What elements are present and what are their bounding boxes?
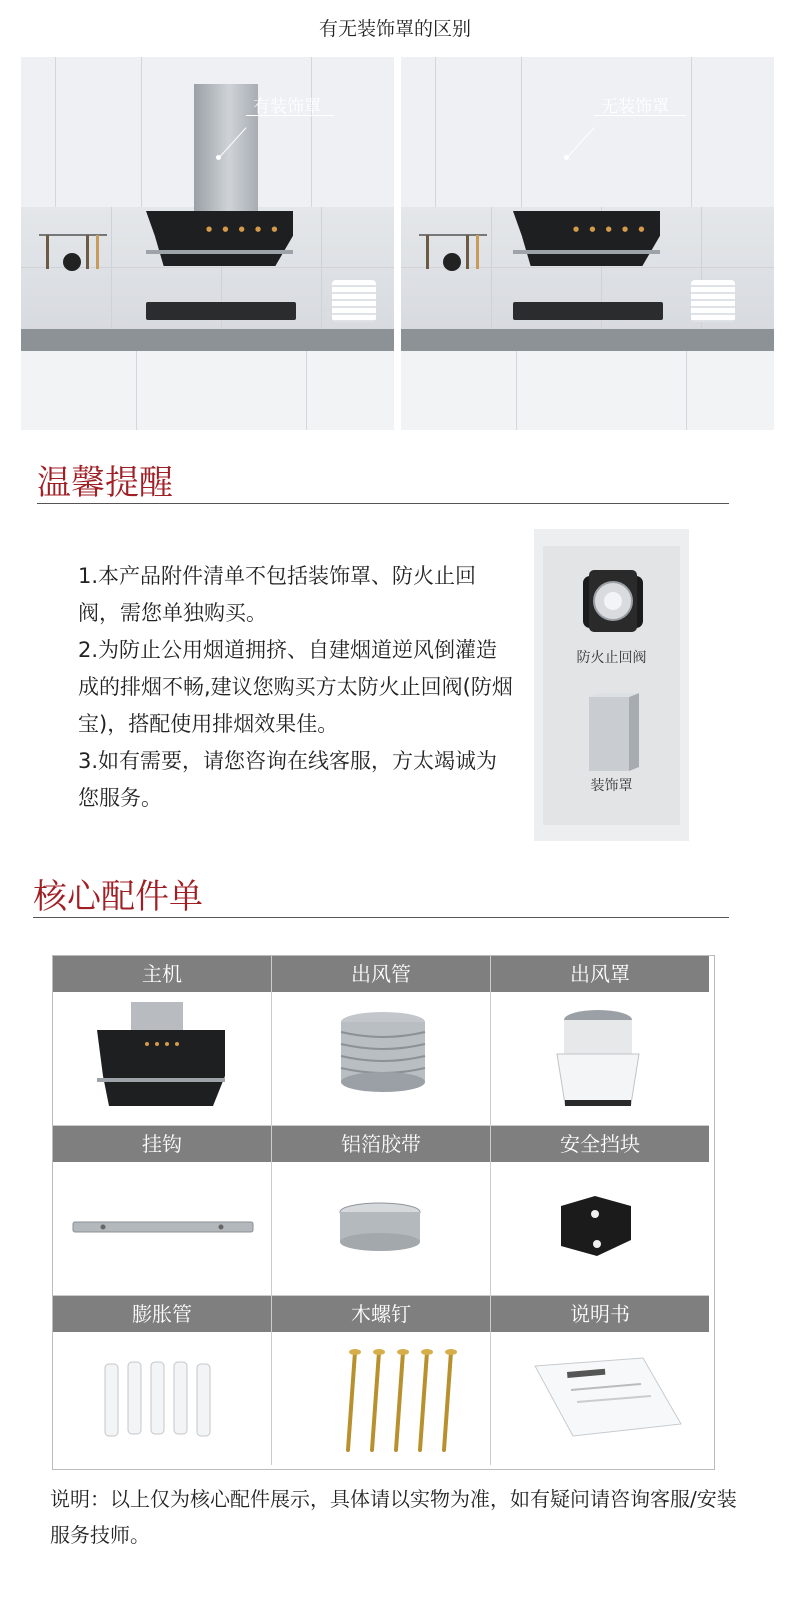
- accessories-divider: [33, 917, 729, 918]
- reminder-list: [78, 558, 518, 817]
- accessory-name: 说明书: [491, 1296, 709, 1332]
- accessory-cell-main-unit: [53, 956, 272, 1126]
- fire-check-valve-icon: [580, 568, 646, 636]
- reminder-title: 温馨提醒: [37, 463, 173, 503]
- accessories-table: [52, 955, 715, 1470]
- accessory-cell-tape: [272, 1126, 491, 1296]
- reminder-item: 1.本产品附件清单不包括装饰罩、防火止回阀，需您单独购买。: [78, 564, 477, 625]
- accessory-name: 挂钩: [53, 1126, 271, 1162]
- screw-icon: [272, 1332, 490, 1465]
- accessory-cell-safety-block: [491, 1126, 709, 1296]
- accessory-name: 主机: [53, 956, 271, 992]
- accessory-cell-anchors: [53, 1296, 272, 1465]
- comparison-title: 有无装饰罩的区别: [318, 18, 471, 40]
- safety-block-icon: [491, 1162, 709, 1295]
- reminder-item: 2.为防止公用烟道拥挤、自建烟道逆风倒灌造成的排烟不畅,建议您购买方太防火止回阀(防烟宝)，搭配使用排烟效果佳。: [78, 638, 513, 736]
- reminder-divider: [37, 503, 729, 504]
- range-hood-icon: [53, 992, 271, 1125]
- reminder-item: 3.如有需要，请您咨询在线客服，方太竭诚为您服务。: [78, 749, 498, 810]
- accessory-name: 铝箔胶带: [272, 1126, 490, 1162]
- decorative-cover-label: 装饰罩: [590, 778, 633, 794]
- accessory-cell-duct: [272, 956, 491, 1126]
- accessory-name: 出风罩: [491, 956, 709, 992]
- accessory-cell-screws: [272, 1296, 491, 1465]
- fire-check-valve-label: 防火止回阀: [576, 650, 647, 666]
- without-cover-label: 无装饰罩: [601, 97, 669, 117]
- footnote: 说明：以上仅为核心配件展示，具体请以实物为准，如有疑问请咨询客服/安装服务技师。: [50, 1487, 737, 1547]
- accessory-name: 膨胀管: [53, 1296, 271, 1332]
- kitchen-photo-with-cover: ● ● ● ● ● 有装饰罩: [21, 57, 394, 430]
- outlet-cover-icon: [491, 992, 709, 1125]
- tape-roll-icon: [272, 1162, 490, 1295]
- duct-pipe-icon: [272, 992, 490, 1125]
- decorative-cover-icon: [585, 691, 641, 775]
- accessory-cell-hook: [53, 1126, 272, 1296]
- with-cover-label: 有装饰罩: [253, 97, 321, 117]
- accessory-name: 安全挡块: [491, 1126, 709, 1162]
- hook-bar-icon: [53, 1162, 271, 1295]
- anchor-icon: [53, 1332, 271, 1465]
- kitchen-photo-without-cover: ● ● ● ● ● 无装饰罩: [401, 57, 774, 430]
- accessories-title: 核心配件单: [33, 877, 203, 917]
- accessory-name: 出风管: [272, 956, 490, 992]
- optional-parts-panel: [534, 529, 689, 841]
- accessory-name: 木螺钉: [272, 1296, 490, 1332]
- manual-icon: [491, 1332, 709, 1465]
- accessory-cell-manual: [491, 1296, 709, 1465]
- accessory-cell-outlet-cover: [491, 956, 709, 1126]
